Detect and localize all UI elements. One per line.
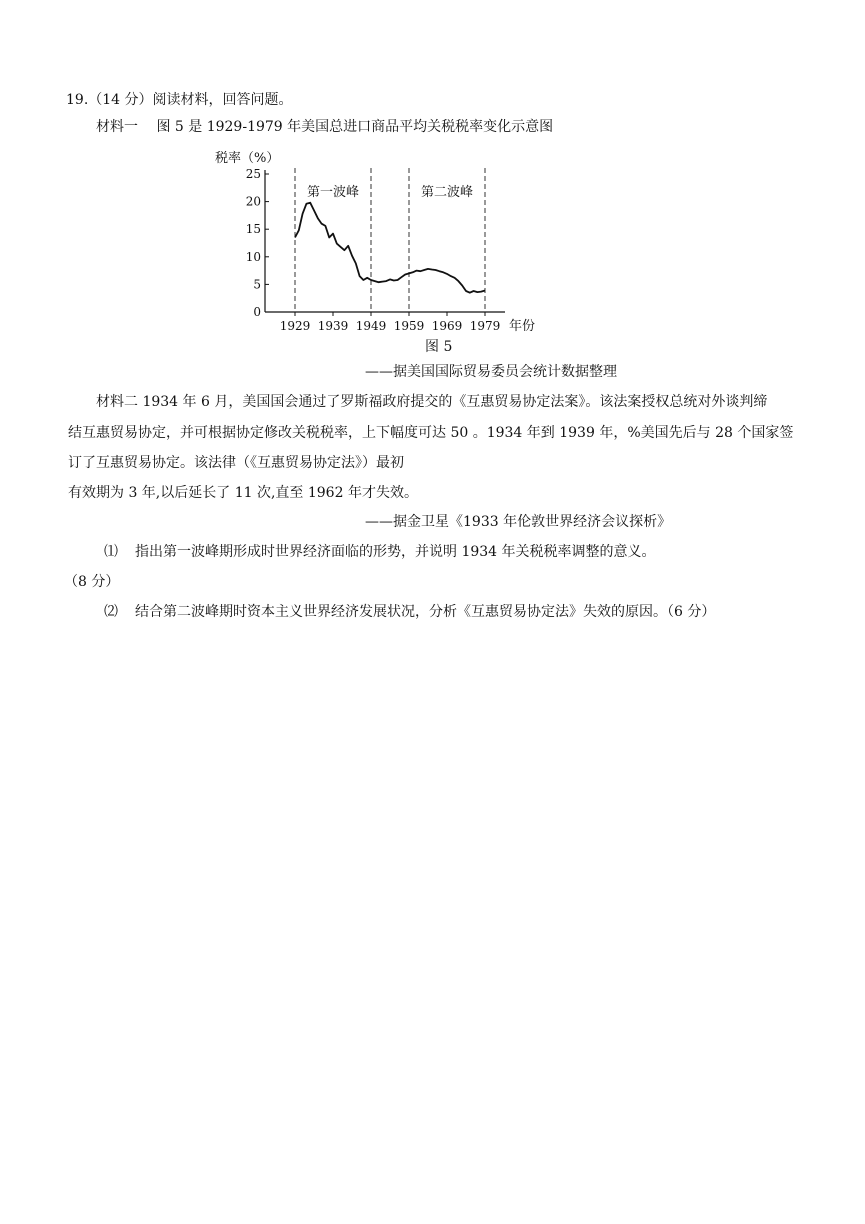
- y-tick-label-20: 20: [245, 194, 261, 209]
- x-tick-label-1929: 1929: [279, 319, 311, 333]
- y-tick-label-25: 25: [245, 167, 261, 181]
- x-tick-label-1949: 1949: [355, 319, 387, 333]
- y-tick-label-15: 15: [245, 222, 261, 237]
- x-tick-label-1969: 1969: [431, 319, 463, 333]
- question-header: 19.（14 分）阅读材料，回答问题。: [66, 92, 293, 108]
- y-axis-label: 税率（%）: [215, 151, 280, 166]
- region-label-2: 第二波峰: [420, 185, 474, 200]
- material2-line-1: 材料二 1934 年 6 月，美国国会通过了罗斯福政府提交的《互惠贸易协定法案》。该法案授权总统对外谈判缔: [96, 394, 768, 410]
- figure-caption: 图 5: [425, 339, 453, 355]
- x-tick-label-1959: 1959: [393, 319, 425, 333]
- tariff-rate-series-line: [295, 203, 485, 293]
- x-tick-label-1939: 1939: [317, 319, 349, 333]
- y-tick-label-10: 10: [245, 249, 261, 264]
- material2-line-4: 有效期为 3 年,以后延长了 11 次,直至 1962 年才失效。: [68, 485, 418, 501]
- region-label-1: 第一波峰: [306, 185, 360, 200]
- tariff-chart: [205, 146, 545, 356]
- question-1-score: （8 分）: [64, 574, 120, 590]
- x-axis-label: 年份: [509, 319, 536, 334]
- source-citation-2: ——据金卫星《1933 年伦敦世界经济会议探析》: [365, 514, 672, 530]
- question-1-number: ⑴: [104, 544, 118, 560]
- y-tick-label-0: 0: [253, 305, 261, 319]
- question-1-text: 指出第一波峰期形成时世界经济面临的形势，并说明 1934 年关税税率调整的意义。: [135, 544, 656, 560]
- question-2-text: 结合第二波峰期时资本主义世界经济发展状况，分析《互惠贸易协定法》失效的原因。（6 分）: [135, 604, 716, 620]
- source-citation-1: ——据美国国际贸易委员会统计数据整理: [365, 364, 617, 380]
- x-tick-label-1979: 1979: [469, 319, 501, 333]
- question-2-number: ⑵: [104, 604, 118, 620]
- material2-line-3: 订了互惠贸易协定。该法律（《互惠贸易协定法》）最初: [68, 455, 404, 471]
- y-tick-label-5: 5: [253, 277, 261, 292]
- tariff-chart-svg: [205, 146, 545, 336]
- material2-line-2: 结互惠贸易协定，并可根据协定修改关税税率，上下幅度可达 50 。1934 年到 1939 年，%美国先后与 28 个国家签: [68, 425, 794, 441]
- material1-intro: 材料一 图 5 是 1929-1979 年美国总进口商品平均关税税率变化示意图: [96, 119, 554, 135]
